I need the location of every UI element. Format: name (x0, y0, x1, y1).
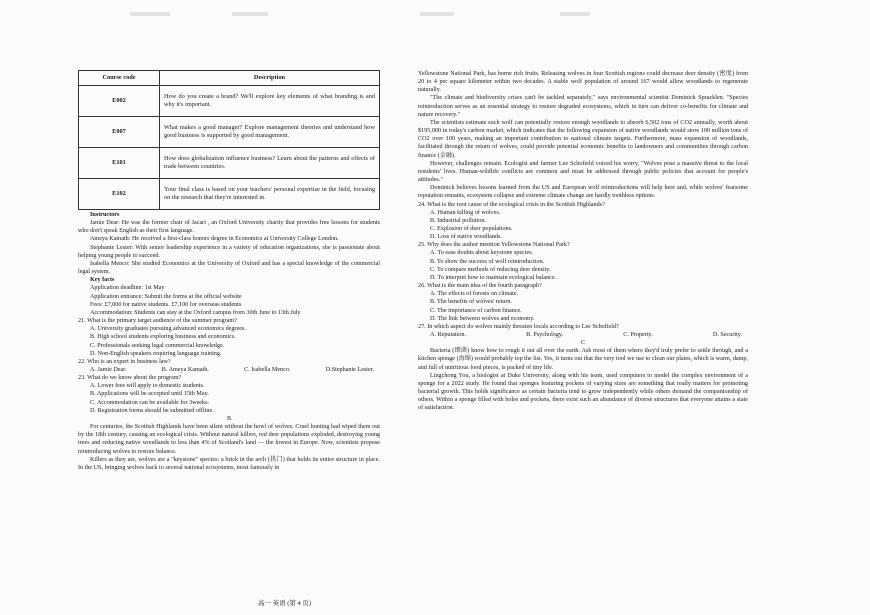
answer-option: A. University graduates pursuing advanced economics degrees. (90, 326, 246, 333)
passage-paragraph: Killers as they are, wolves are a "keystone" species: a brick in the arch (拱门) that holds its entire structure in place. In the US, bringing wolves back to several national ecosystems, most famously in (78, 456, 380, 471)
answer-option: A. The effects of forests on climate. (430, 291, 519, 298)
answer-option: A. To ease doubts about keystone species. (430, 250, 534, 257)
answer-option: C. Explosion of deer populations. (430, 225, 513, 232)
instructors-heading: Instructors (90, 212, 120, 218)
answer-options-row (78, 366, 380, 374)
answer-option: B. To show the success of wolf reintroduction. (430, 258, 545, 265)
right-column (418, 70, 748, 413)
passage-paragraph: "The climate and biodiversity crises can't be tackled separately," says environmental scientist Dominick Spracklen. "Species reintroduction serves as an essential strategy to restore degraded ecosystems, which in turn can deliver co-benefits for climate and nature recovery." (418, 95, 748, 118)
course-description: What makes a good manager? Explore management theories and understand how good business is supported by good management. (160, 117, 380, 148)
table-row (79, 148, 380, 179)
question-stem: 25. Why does the author mention Yellowstone National Park? (418, 242, 570, 249)
header-smudge (560, 12, 590, 16)
header-smudge (130, 12, 170, 16)
course-table (78, 70, 380, 210)
answer-option: D. The link between wolves and economy. (430, 315, 535, 322)
header-smudge (232, 12, 268, 16)
question-stem: 23. What do we know about the program? (78, 375, 182, 382)
fact-entry: Application entrance: Submit the forms at the official website (90, 293, 242, 300)
instructor-entry: Ameya Kamath: He received a first-class honors degree in Economics at University College London. (90, 236, 339, 243)
course-description: How does globalization influence business? Learn about the patterns and effects of trade between countries. (160, 148, 380, 179)
answer-option: C. Professionals seeking legal commercial knowledge. (90, 342, 225, 349)
answer-option: C. To compare methods of reducing deer density. (430, 266, 551, 273)
instructor-entry: Isabella Menco: She studied Economics at the University of Oxford and has a special knowledge of the commercial legal system. (78, 260, 380, 276)
answer-option: C. Property. (623, 332, 653, 338)
fact-entry: Application deadline: 1st May (90, 285, 165, 292)
answer-option: D. Non-English speakers requiring language training. (90, 350, 222, 357)
table-row (79, 86, 380, 117)
passage-paragraph: The scientists estimate each wolf can potentially restore enough woodlands to absorb 6,502 tons of CO2 annually, worth about $195,000 in today's carbon market, which indicates that the following expansion of native woodlands would store 100 million tons of CO2 over 100 years, making an important contribution to national climate targets. Furthermore, mass expansion of woodlands, facilitated through the return of wolves, could provide potential economic benefits to landowners and communities through carbon finance (金融). (418, 119, 748, 159)
table-header-row (79, 71, 380, 86)
course-code: E102 (79, 179, 160, 210)
answer-option: B. Ameya Kamath. (161, 366, 209, 373)
answer-option: C. The importance of carbon finance. (430, 307, 522, 314)
answer-option: A. Reputation. (430, 332, 466, 338)
answer-option: C. Isabella Menco. (244, 366, 291, 373)
answer-options-row (418, 331, 748, 339)
answer-option: D.Stephanie Lester. (325, 366, 374, 373)
answer-option: A. Lower fees will apply to domestic students. (90, 383, 205, 390)
answer-option: D. Loss of native woodlands. (430, 234, 502, 241)
answer-option: B. Applications will be accepted until 15th May. (90, 391, 209, 398)
answer-option: B. Psychology. (526, 332, 564, 338)
answer-option: A. Jamie Dear. (90, 366, 127, 373)
answer-option: D. To interpret how to maintain ecological balance. (430, 274, 557, 281)
section-c-label: C (580, 340, 586, 347)
course-code: E101 (79, 148, 160, 179)
passage-paragraph: Bacteria (细菌) know how to rough it out all over the earth. Ask most of them where they'd truly prefer to settle through, and a kitchen sponge (海绵) would probably top the list. Yes, it turns out that the very tool we use to clean our plates, which is warm, damp, and full of nutritious food pieces, is packed of tiny life. (418, 348, 748, 371)
fact-entry: Accommodation: Students can stay at the Oxford campus from 30th June to 13th July (90, 309, 301, 316)
page-footer: 高一 英语 (第 4 页) (258, 600, 312, 607)
fact-entry: Fees: £7,000 for native students. £7,100 for overseas students (90, 301, 242, 308)
question-stem: 27. In which aspect do wolves mainly threaten locals according to Lee Schofield? (418, 323, 619, 330)
table-row (79, 117, 380, 148)
question-stem: 22. Who is an expert in business law? (78, 358, 171, 365)
question-stem: 21. What is the primary target audience of the summer program? (78, 318, 237, 325)
passage-paragraph: Yellowstone National Park, has borne rich fruits. Releasing wolves in four Scottish regions could decrease deer density (密度) from 20 to 4 per square kilometer within two decades. A stable wolf population of around 167 would allow woodlands to regenerate naturally. (418, 71, 748, 94)
left-column (78, 70, 380, 472)
instructor-entry: Stephanie Lester: With senior leadership experience in a variety of education organizations, she is passionate about helping young people to succeed. (78, 244, 380, 259)
instructor-entry: Jamie Dear: He was the former chair of Jacari , an Oxford University charity that provides free lessons for students who don't speak English as their first language. (78, 220, 380, 235)
course-code: E007 (79, 117, 160, 148)
course-description: How do you create a brand? We'll explore key elements of what branding is and why it's important. (160, 86, 380, 117)
facts-heading: Key facts (90, 277, 115, 284)
table-header: Description (160, 71, 380, 86)
answer-option: D. Security. (712, 332, 742, 338)
passage-paragraph: Lingchong You, a biologist at Duke University, along with his team, used computers to model the complex environment of a sponge for a 2022 study. He found that sponges featuring pockets of varying sizes are something that really matters for promoting bacterial growth. This holds significance as certain bacteria tend to grow independently while others demand the companionship of others. Within a sponge filled with holes and pockets, there exist such an abundance of diverse structures that everyone attains a state of satisfaction. (418, 372, 748, 412)
answer-option: D. Registration forms should be submitted offline. (90, 407, 214, 414)
answer-option: C. Accommodation can be available for 3weeks. (90, 399, 210, 406)
section-b-label: B (226, 415, 232, 422)
course-description: Your final class is based on your teachers' personal expertise in the field, focusing on the research that they're interested in. (160, 179, 380, 210)
table-header: Course code (79, 71, 160, 86)
question-stem: 24. What is the root cause of the ecological crisis in the Scottish Highlands? (418, 201, 605, 208)
header-smudge (420, 12, 454, 16)
course-code: E002 (79, 86, 160, 117)
passage-paragraph: Dominick believes lessons learned from the US and European wolf reintroductions will help here and, while wolves' fearsome reputation remains, ecosystem collapse and extreme climate change are hardly toothless options. (418, 185, 748, 200)
answer-option: B. Industrial pollution. (430, 217, 486, 224)
answer-option: B. The benefits of wolves' return. (430, 299, 512, 306)
passage-paragraph: However, challenges remain. Ecologist and farmer Lee Schofield voiced his worry, "Wolves pose a massive threat to the local residents' lives. Human-wildlife conflicts are common and must be addressed through public policies that account for people's attitudes." (418, 160, 748, 184)
answer-option: A. Human killing of wolves. (430, 209, 501, 216)
answer-option: B. High school students exploring business and economics. (90, 334, 236, 341)
question-stem: 26. What is the main idea of the fourth paragraph? (418, 283, 542, 290)
table-row (79, 179, 380, 210)
passage-paragraph: For centuries, the Scottish Highlands have been silent without the howl of wolves. Cruel hunting had wiped them out by the 18th century, causing an ecological crisis. Without natural killers, red deer populations exploded, destroying young trees and reducing native woodlands to less than 4% of Scotland's land — the lowest in Europe. Now, scientists propose reintroducing wolves to restore balance. (78, 424, 380, 455)
